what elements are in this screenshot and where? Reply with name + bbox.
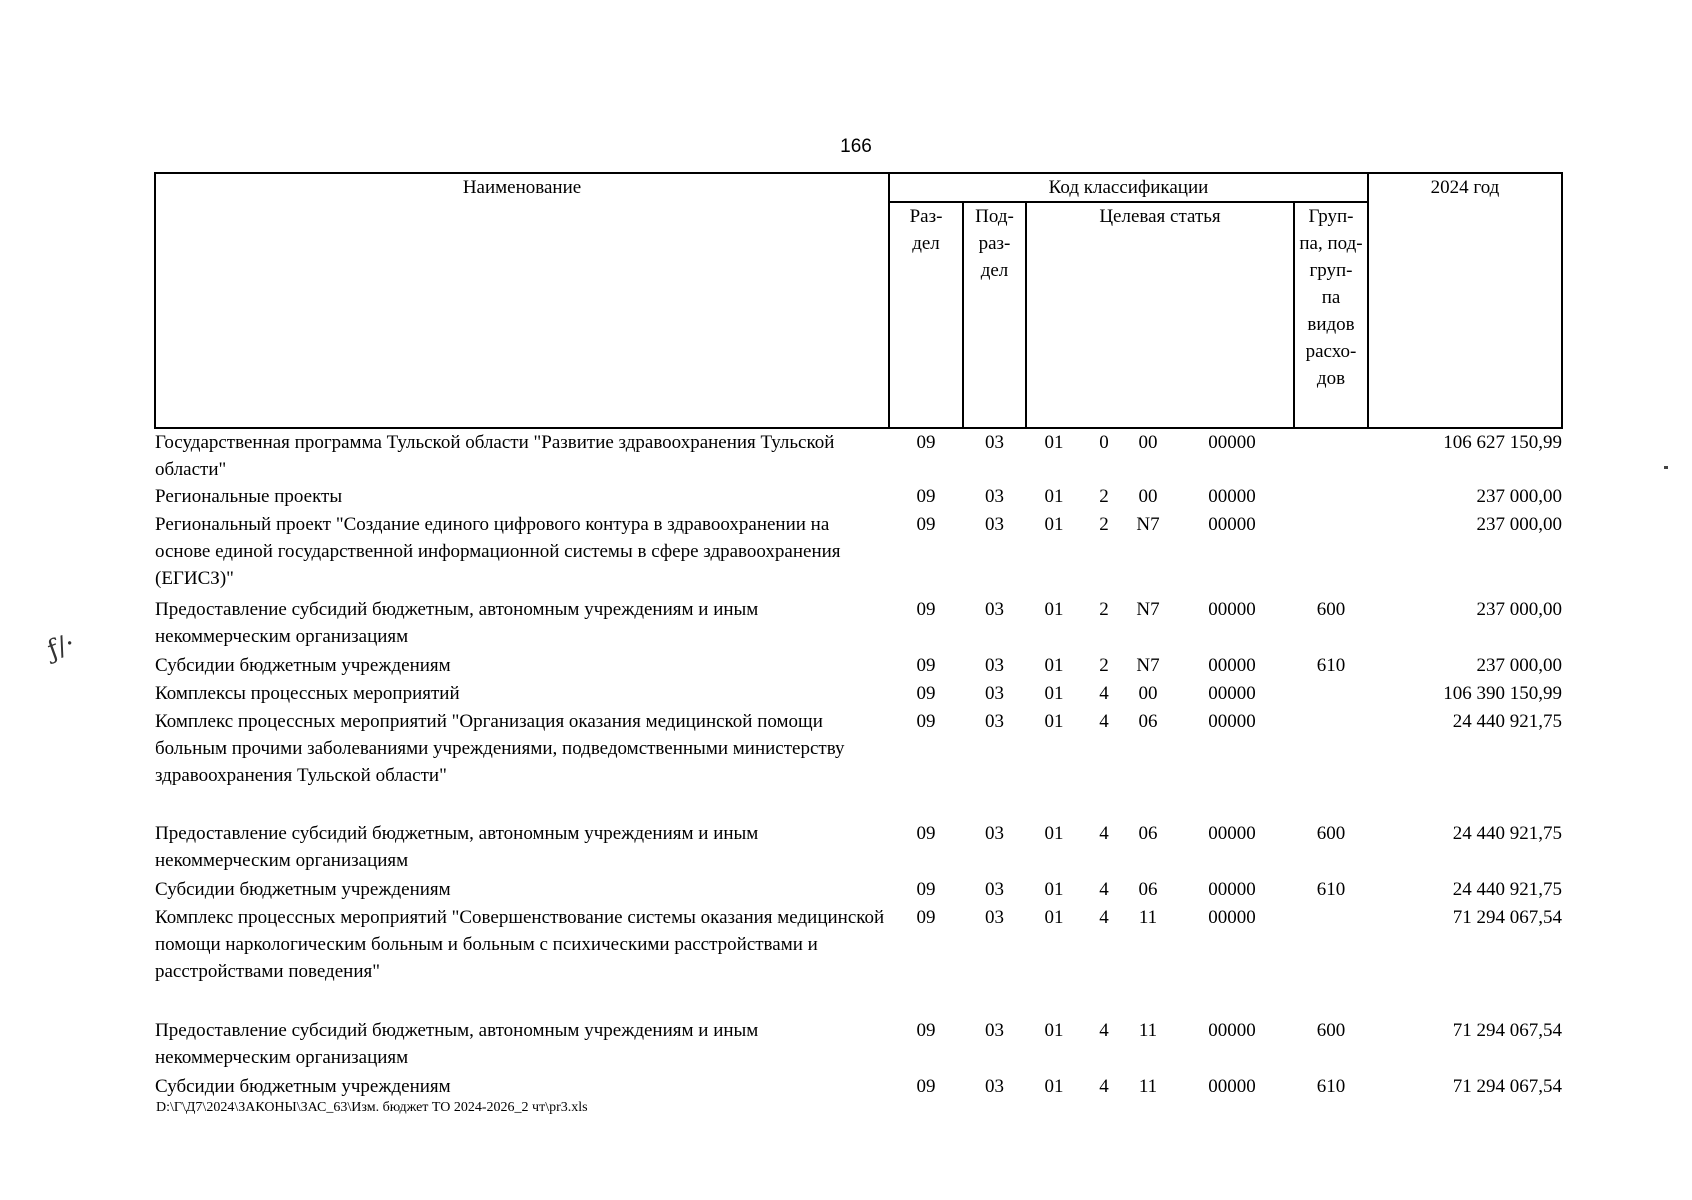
row-podrazdel: 03: [985, 432, 1004, 453]
row-podrazdel: 03: [985, 1076, 1004, 1097]
row-sum: 237 000,00: [1476, 514, 1562, 535]
row-razdel: 09: [916, 486, 936, 507]
row-target-1: 01: [1044, 879, 1064, 900]
row-target-1: 01: [1044, 1076, 1064, 1097]
row-name: Предоставление субсидий бюджетным, автономным учреждениям и иным некоммерческим организациям: [155, 599, 759, 647]
budget-table: [154, 172, 1563, 1101]
row-target-2: 4: [1099, 879, 1109, 900]
row-sum: 24 440 921,75: [1452, 711, 1562, 732]
row-target-3: N7: [1136, 514, 1160, 535]
row-group: 610: [1316, 879, 1346, 900]
row-name: Субсидии бюджетным учреждениям: [155, 879, 451, 900]
row-target-2: 2: [1099, 655, 1109, 676]
header-name: Наименование: [155, 173, 889, 428]
row-name: Предоставление субсидий бюджетным, автономным учреждениям и иным некоммерческим организациям: [155, 823, 759, 871]
row-target-3: 11: [1138, 907, 1158, 928]
header-year: 2024 год: [1368, 173, 1562, 428]
row-target-2: 2: [1099, 486, 1109, 507]
table-row: [155, 511, 1562, 596]
row-group: [1294, 483, 1368, 511]
row-group: [1294, 708, 1368, 820]
table-row: [155, 652, 1562, 680]
row-target-2: 4: [1099, 1020, 1109, 1041]
row-target-2: 0: [1099, 432, 1109, 453]
header-classification: Код классификации: [889, 173, 1368, 202]
row-razdel: 09: [916, 879, 936, 900]
table-row: [155, 904, 1562, 1017]
row-name: Региональный проект "Создание единого цифрового контура в здравоохранении на основе единой государственной информационной системы в сфере здравоохранения (ЕГИСЗ)": [155, 514, 841, 589]
row-sum: 24 440 921,75: [1452, 823, 1562, 844]
row-podrazdel: 03: [985, 599, 1004, 620]
row-target-1: 01: [1044, 823, 1064, 844]
row-group: [1294, 511, 1368, 596]
row-target-3: 06: [1138, 711, 1158, 732]
row-target-2: 4: [1099, 907, 1109, 928]
row-target-2: 2: [1099, 514, 1109, 535]
table-row: [155, 680, 1562, 708]
row-group: 600: [1316, 823, 1346, 844]
row-podrazdel: 03: [985, 486, 1004, 507]
row-target-3: 11: [1138, 1020, 1158, 1041]
row-sum: 237 000,00: [1476, 486, 1562, 507]
header-razdel: Раз- дел: [889, 202, 963, 428]
table-row: [155, 820, 1562, 876]
row-target-4: 00000: [1208, 823, 1256, 844]
row-target-2: 4: [1099, 711, 1109, 732]
scan-dot: [1664, 466, 1668, 469]
row-razdel: 09: [916, 907, 936, 928]
row-target-4: 00000: [1208, 486, 1256, 507]
row-name: Комплекс процессных мероприятий "Организация оказания медицинской помощи больным прочими заболеваниями учреждениями, подведомственными министерству здравоохранения Тульской области": [155, 711, 845, 786]
row-target-2: 2: [1099, 599, 1109, 620]
row-group: 600: [1316, 599, 1346, 620]
header-target: Целевая статья: [1026, 202, 1294, 428]
row-target-4: 00000: [1208, 1020, 1256, 1041]
row-podrazdel: 03: [985, 1020, 1004, 1041]
row-razdel: 09: [916, 514, 936, 535]
row-target-4: 00000: [1208, 432, 1256, 453]
row-razdel: 09: [916, 1076, 936, 1097]
row-target-1: 01: [1044, 486, 1064, 507]
row-target-4: 00000: [1208, 1076, 1256, 1097]
row-target-1: 01: [1044, 907, 1064, 928]
row-group: [1294, 904, 1368, 1017]
row-target-1: 01: [1044, 655, 1064, 676]
row-target-1: 01: [1044, 1020, 1064, 1041]
header-group: Груп- па, под- груп- па видов расхо- дов: [1294, 202, 1368, 428]
row-target-4: 00000: [1208, 907, 1256, 928]
row-group: [1294, 680, 1368, 708]
row-sum: 24 440 921,75: [1452, 879, 1562, 900]
row-sum: 106 627 150,99: [1443, 432, 1562, 453]
row-target-4: 00000: [1208, 711, 1256, 732]
row-name: Региональные проекты: [155, 486, 343, 507]
row-target-3: N7: [1136, 599, 1160, 620]
row-podrazdel: 03: [985, 907, 1004, 928]
row-target-1: 01: [1044, 514, 1064, 535]
table-row: [155, 1073, 1562, 1101]
row-podrazdel: 03: [985, 879, 1004, 900]
row-target-2: 4: [1099, 1076, 1109, 1097]
table-row: [155, 876, 1562, 904]
row-name: Комплекс процессных мероприятий "Совершенствование системы оказания медицинской помощи наркологическим больным и больным с психическими расстройствами и расстройствами поведения": [155, 907, 885, 982]
row-group: 610: [1316, 1076, 1346, 1097]
row-sum: 237 000,00: [1476, 655, 1562, 676]
row-target-3: 06: [1138, 879, 1158, 900]
row-razdel: 09: [916, 1020, 936, 1041]
row-target-3: 00: [1138, 683, 1158, 704]
row-group: 600: [1316, 1020, 1346, 1041]
row-sum: 71 294 067,54: [1452, 907, 1562, 928]
row-target-4: 00000: [1208, 655, 1256, 676]
row-target-4: 00000: [1208, 879, 1256, 900]
row-target-4: 00000: [1208, 599, 1256, 620]
row-podrazdel: 03: [985, 823, 1004, 844]
row-razdel: 09: [916, 683, 936, 704]
table-row: [155, 483, 1562, 511]
row-group: 610: [1316, 655, 1346, 676]
row-group: [1294, 428, 1368, 483]
row-podrazdel: 03: [985, 711, 1004, 732]
row-target-2: 4: [1099, 823, 1109, 844]
row-sum: 71 294 067,54: [1452, 1076, 1562, 1097]
row-name: Государственная программа Тульской области "Развитие здравоохранения Тульской области": [155, 432, 835, 480]
table-row: [155, 708, 1562, 820]
header-podrazdel: Под- раз- дел: [963, 202, 1026, 428]
row-target-4: 00000: [1208, 683, 1256, 704]
row-podrazdel: 03: [985, 655, 1004, 676]
table-row: [155, 596, 1562, 652]
table-row: [155, 1017, 1562, 1073]
row-target-4: 00000: [1208, 514, 1256, 535]
row-sum: 237 000,00: [1476, 599, 1562, 620]
row-target-3: 00: [1138, 432, 1158, 453]
row-sum: 71 294 067,54: [1452, 1020, 1562, 1041]
row-target-3: N7: [1136, 655, 1160, 676]
row-name: Комплексы процессных мероприятий: [155, 683, 460, 704]
row-target-1: 01: [1044, 432, 1064, 453]
footer-file-path: D:\Г\Д7\2024\ЗАКОНЫ\ЗАС_63\Изм. бюджет ТО 2024-2026_2 чт\pr3.xls: [156, 1100, 588, 1115]
row-razdel: 09: [916, 823, 936, 844]
row-podrazdel: 03: [985, 683, 1004, 704]
row-podrazdel: 03: [985, 514, 1004, 535]
handwritten-mark: ƒ/·: [43, 628, 79, 666]
row-razdel: 09: [916, 655, 936, 676]
table-row: [155, 428, 1562, 483]
row-target-1: 01: [1044, 683, 1064, 704]
row-razdel: 09: [916, 711, 936, 732]
row-name: Субсидии бюджетным учреждениям: [155, 655, 451, 676]
row-razdel: 09: [916, 432, 936, 453]
row-name: Субсидии бюджетным учреждениям: [155, 1076, 451, 1097]
row-target-3: 00: [1138, 486, 1158, 507]
row-target-1: 01: [1044, 711, 1064, 732]
row-razdel: 09: [916, 599, 936, 620]
row-sum: 106 390 150,99: [1443, 683, 1562, 704]
row-target-1: 01: [1044, 599, 1064, 620]
row-name: Предоставление субсидий бюджетным, автономным учреждениям и иным некоммерческим организациям: [155, 1020, 759, 1068]
row-target-2: 4: [1099, 683, 1109, 704]
row-target-3: 06: [1138, 823, 1158, 844]
page-number: 166: [840, 136, 872, 157]
row-target-3: 11: [1138, 1076, 1158, 1097]
